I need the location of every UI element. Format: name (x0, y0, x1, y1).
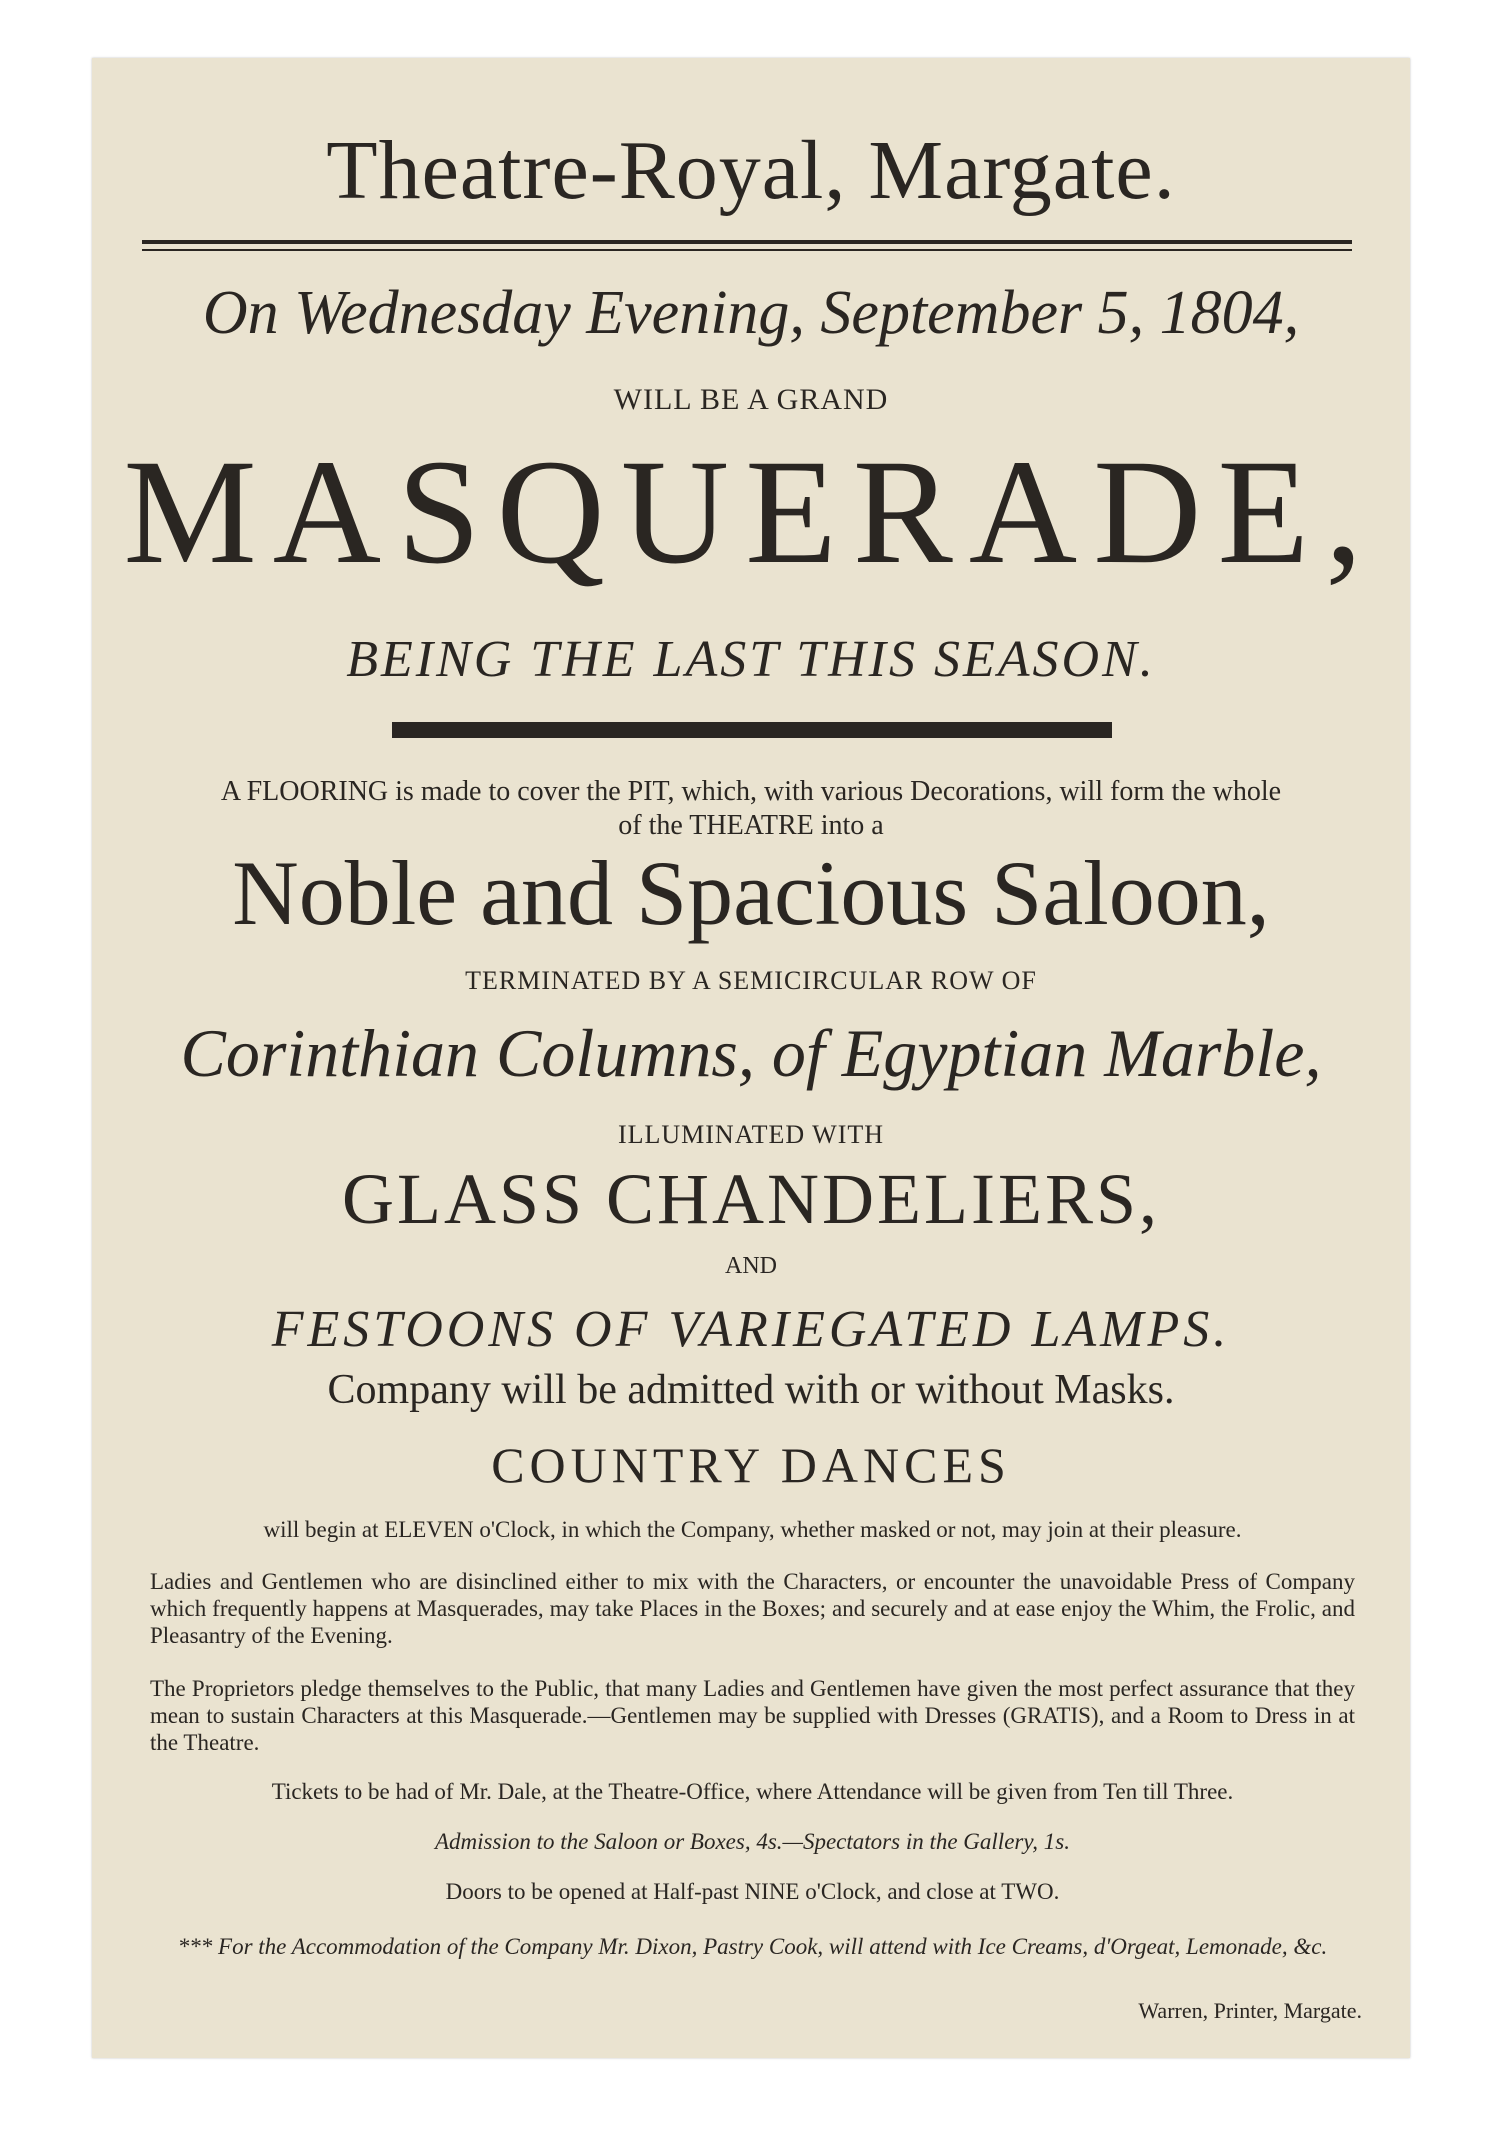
flooring-line-2: of the THEATRE into a (618, 810, 884, 841)
last-season-line: BEING THE LAST THIS SEASON. (346, 631, 1156, 688)
columns-heading: Corinthian Columns, of Egyptian Marble, (180, 1015, 1322, 1091)
divider-bar (392, 722, 1112, 738)
masquerade-heading: MASQUERADE, (123, 429, 1379, 595)
date-line: On Wednesday Evening, September 5, 1804, (202, 279, 1300, 347)
tickets-paragraph: Tickets to be had of Mr. Dale, at the Theatre-Office, where Attendance will be given from Ten till Three. (271, 1779, 1234, 1804)
chandeliers-heading: GLASS CHANDELIERS, (341, 1159, 1161, 1239)
festoons-heading: FESTOONS OF VARIEGATED LAMPS. (271, 1301, 1231, 1358)
playbill-title: Theatre-Royal, Margate. (326, 124, 1176, 217)
flooring-line-1: A FLOORING is made to cover the PIT, which, with various Decorations, will form the whole (220, 776, 1282, 807)
ladies-paragraph: Ladies and Gentlemen who are disinclined either to mix with the Characters, or encounter the unavoidable Press of Company which frequently happens at Masquerades, may take Places in the Boxes; and securely and at ease enjoy the Whim, the Frolic, and Pleasantry of the Evening. (150, 1569, 1355, 1648)
printer-imprint: Warren, Printer, Margate. (1138, 1998, 1362, 2023)
grand-line: WILL BE A GRAND (613, 383, 889, 416)
saloon-heading: Noble and Spacious Saloon, (232, 842, 1270, 944)
proprietors-paragraph: The Proprietors pledge themselves to the Public, that many Ladies and Gentlemen have given the most perfect assurance that they mean to sustain Characters at this Masquerade.—Gentlemen may be supplied with Dresses (GRATIS), and a Room to Dress in at the Theatre. (150, 1676, 1355, 1755)
doors-paragraph: Doors to be opened at Half-past NINE o'Clock, and close at TWO. (445, 1879, 1060, 1904)
playbill-sheet (92, 58, 1410, 2058)
admission-paragraph: Admission to the Saloon or Boxes, 4s.—Spectators in the Gallery, 1s. (434, 1829, 1070, 1854)
and-line: AND (725, 1253, 777, 1279)
double-rule (142, 240, 1352, 254)
terminated-line: TERMINATED BY A SEMICIRCULAR ROW OF (465, 966, 1037, 995)
country-dances-heading: COUNTRY DANCES (491, 1437, 1011, 1493)
accommodation-paragraph: *** For the Accommodation of the Company Mr. Dixon, Pastry Cook, will attend with Ice Creams, d'Orgeat, Lemonade, &c. (177, 1934, 1328, 1959)
eleven-paragraph: will begin at ELEVEN o'Clock, in which the Company, whether masked or not, may join at their pleasure. (263, 1517, 1242, 1542)
illuminated-line: ILLUMINATED WITH (617, 1120, 885, 1149)
masks-line: Company will be admitted with or without Masks. (327, 1367, 1175, 1413)
